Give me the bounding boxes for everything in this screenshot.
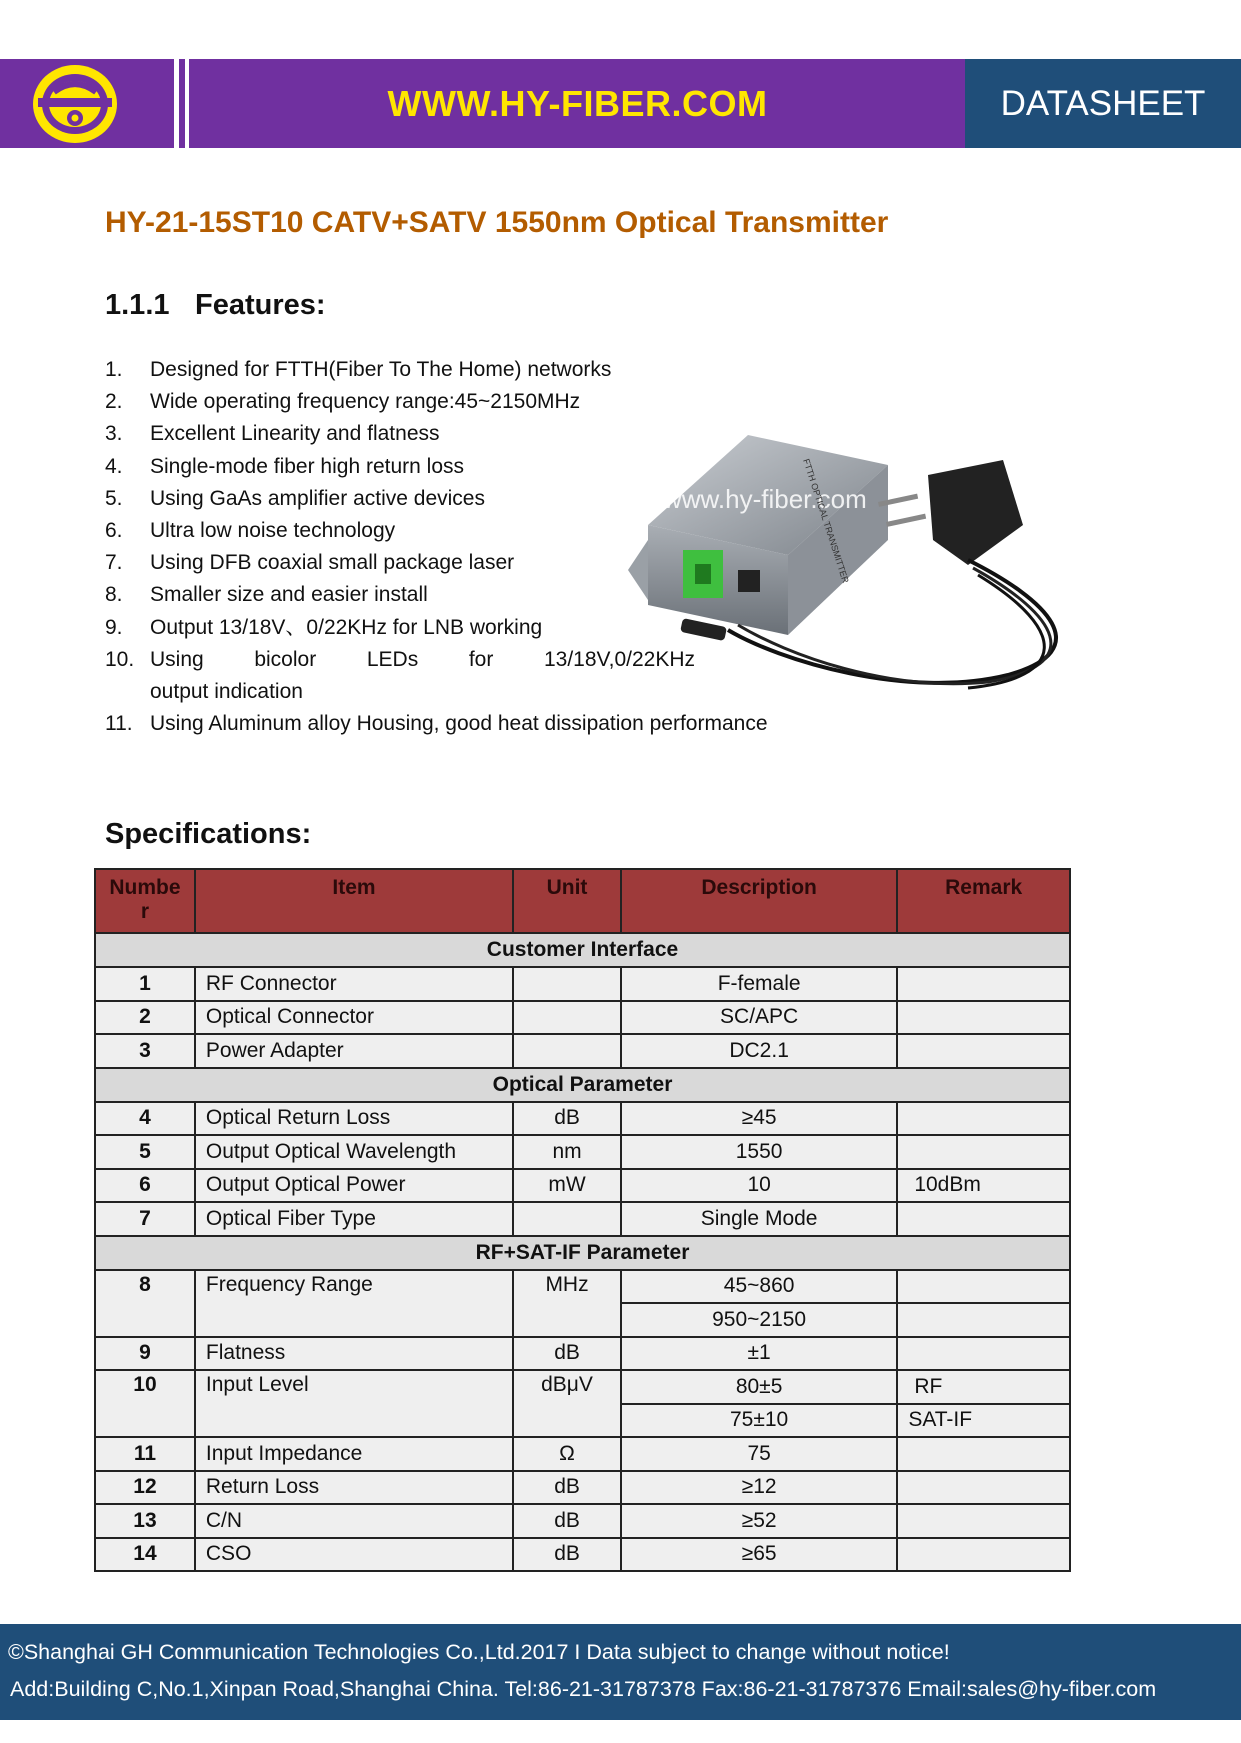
section-row xyxy=(95,1068,1070,1102)
cell-remark xyxy=(897,1538,1070,1572)
cell-item: Power Adapter xyxy=(195,1034,513,1068)
cell-description: DC2.1 xyxy=(621,1034,897,1068)
cell-description: 80±5 xyxy=(621,1370,897,1404)
doc-type-label: DATASHEET xyxy=(1000,84,1206,123)
cell-item: Optical Return Loss xyxy=(195,1102,513,1136)
power-cable xyxy=(968,575,1044,688)
cell-unit: dB xyxy=(513,1337,621,1371)
cell-description: ≥65 xyxy=(621,1538,897,1572)
cell-description: 950~2150 xyxy=(621,1303,897,1337)
cell-number: 5 xyxy=(95,1135,195,1169)
list-item xyxy=(105,386,805,418)
table-row xyxy=(95,1471,1070,1505)
cell-number: 6 xyxy=(95,1169,195,1203)
cell-remark xyxy=(897,1270,1070,1304)
cell-unit: mW xyxy=(513,1169,621,1203)
cell-unit: nm xyxy=(513,1135,621,1169)
connector-port xyxy=(695,564,711,584)
power-adapter xyxy=(928,460,1023,565)
table-row xyxy=(95,1034,1070,1068)
plug-pin xyxy=(886,514,926,527)
specifications-heading: Specifications: xyxy=(105,818,312,850)
section-row xyxy=(95,1236,1070,1270)
table-row xyxy=(95,1202,1070,1236)
cell-item: Optical Connector xyxy=(195,1001,513,1035)
table-row xyxy=(95,1370,1070,1404)
cell-number: 10 xyxy=(95,1370,195,1437)
cell-number: 9 xyxy=(95,1337,195,1371)
cell-remark xyxy=(897,1337,1070,1371)
item-text: Excellent Linearity and flatness xyxy=(150,422,440,446)
column-header-description: Description xyxy=(621,869,897,933)
column-header-item: Item xyxy=(195,869,513,933)
item-number: 1. xyxy=(105,358,123,381)
page-title: HY-21-15ST10 CATV+SATV 1550nm Optical Transmitter xyxy=(105,206,889,239)
item-number: 8. xyxy=(105,583,123,607)
page-header xyxy=(0,59,1241,148)
cell-remark xyxy=(897,1504,1070,1538)
table-row xyxy=(95,1169,1070,1203)
item-text: Smaller size and easier install xyxy=(150,583,428,607)
cell-item: Flatness xyxy=(195,1337,513,1371)
list-item xyxy=(105,708,805,740)
header-divider xyxy=(185,59,189,148)
cell-remark xyxy=(897,1102,1070,1136)
list-item xyxy=(105,644,695,676)
item-text: Using Aluminum alloy Housing, good heat dissipation performance xyxy=(150,712,768,736)
cell-number: 8 xyxy=(95,1270,195,1337)
cell-description: SC/APC xyxy=(621,1001,897,1035)
cell-remark xyxy=(897,1437,1070,1471)
cell-number: 1 xyxy=(95,967,195,1001)
hy-fiber-logo-icon xyxy=(30,62,120,146)
cell-description: ≥45 xyxy=(621,1102,897,1136)
cell-number: 11 xyxy=(95,1437,195,1471)
device-label: FTTH OPTICAL TRANSMITTER xyxy=(801,457,851,585)
cell-description: 45~860 xyxy=(621,1270,897,1304)
item-text: Output 13/18V、0/22KHz for LNB working xyxy=(150,615,543,639)
cell-number: 13 xyxy=(95,1504,195,1538)
cell-number: 14 xyxy=(95,1538,195,1572)
section-title: Customer Interface xyxy=(95,933,1070,967)
cell-number: 2 xyxy=(95,1001,195,1035)
cell-remark: RF xyxy=(897,1370,1070,1404)
item-text: Ultra low noise technology xyxy=(150,519,396,543)
dc-jack xyxy=(738,570,760,592)
features-heading xyxy=(105,289,326,322)
item-text: Using GaAs amplifier active devices xyxy=(150,486,485,510)
column-header-remark: Remark xyxy=(897,869,1070,933)
specifications-table xyxy=(94,868,1071,1572)
table-row xyxy=(95,1001,1070,1035)
cell-description: 1550 xyxy=(621,1135,897,1169)
section-row xyxy=(95,933,1070,967)
table-row xyxy=(95,1102,1070,1136)
cell-remark xyxy=(897,1135,1070,1169)
item-text: Using bicolor LEDs for 13/18V,0/22KHz xyxy=(150,647,695,671)
cell-item: Return Loss xyxy=(195,1471,513,1505)
product-photo xyxy=(628,430,1118,705)
cell-unit xyxy=(513,1034,621,1068)
item-number: 7. xyxy=(105,551,123,575)
footer-contact[interactable]: Add:Building C,No.1,Xinpan Road,Shanghai China. Tel:86-21-31787378 Fax:86-21-31787376 Email:sales@hy-fiber.com xyxy=(10,1677,1157,1701)
cell-item: Input Impedance xyxy=(195,1437,513,1471)
cell-remark: SAT-IF xyxy=(897,1404,1070,1438)
cell-remark: 10dBm xyxy=(897,1169,1070,1203)
item-text: Single-mode fiber high return loss xyxy=(150,454,464,478)
cell-unit: Ω xyxy=(513,1437,621,1471)
cell-remark xyxy=(897,1303,1070,1337)
cell-item: Input Level xyxy=(195,1370,513,1437)
item-number: 10. xyxy=(105,647,135,671)
column-header-number: Numbe r xyxy=(95,869,195,933)
list-item xyxy=(105,354,805,386)
item-number: 3. xyxy=(105,422,123,446)
watermark: www.hy-fiber.com xyxy=(663,484,867,514)
table-row xyxy=(95,1504,1070,1538)
cell-unit xyxy=(513,1202,621,1236)
item-text: output indication xyxy=(150,680,303,704)
item-number: 6. xyxy=(105,519,123,543)
cell-number: 3 xyxy=(95,1034,195,1068)
cell-remark xyxy=(897,1471,1070,1505)
section-number: 1.1.1 xyxy=(105,289,170,321)
cell-unit: dB xyxy=(513,1471,621,1505)
cell-description: F-female xyxy=(621,967,897,1001)
cell-unit: dB xyxy=(513,1102,621,1136)
cell-unit: MHz xyxy=(513,1270,621,1337)
cell-description: 10 xyxy=(621,1169,897,1203)
cell-description: ≥12 xyxy=(621,1471,897,1505)
section-title: Optical Parameter xyxy=(95,1068,1070,1102)
column-header-unit: Unit xyxy=(513,869,621,933)
cell-remark xyxy=(897,1001,1070,1035)
cell-unit xyxy=(513,967,621,1001)
cell-remark xyxy=(897,1202,1070,1236)
cell-description: ≥52 xyxy=(621,1504,897,1538)
footer-copyright: ©Shanghai GH Communication Technologies Co.,Ltd.2017 I Data subject to change without notice! xyxy=(8,1640,950,1664)
item-number: 2. xyxy=(105,390,123,414)
item-number: 11. xyxy=(105,712,133,736)
item-text: Wide operating frequency range:45~2150MHz xyxy=(150,390,581,414)
cell-item: CSO xyxy=(195,1538,513,1572)
table-row xyxy=(95,1337,1070,1371)
table-row xyxy=(95,967,1070,1001)
cell-unit: dB xyxy=(513,1538,621,1572)
cell-item: Output Optical Wavelength xyxy=(195,1135,513,1169)
cell-item: Optical Fiber Type xyxy=(195,1202,513,1236)
cell-number: 12 xyxy=(95,1471,195,1505)
cell-item: Output Optical Power xyxy=(195,1169,513,1203)
cell-item: C/N xyxy=(195,1504,513,1538)
table-row xyxy=(95,1538,1070,1572)
cell-description: Single Mode xyxy=(621,1202,897,1236)
table-row xyxy=(95,1437,1070,1471)
section-title: Features: xyxy=(195,289,326,321)
header-divider xyxy=(174,59,179,148)
cell-unit: dB xyxy=(513,1504,621,1538)
item-number: 4. xyxy=(105,454,123,478)
section-title: RF+SAT-IF Parameter xyxy=(95,1236,1070,1270)
item-number: 9. xyxy=(105,615,123,639)
website-url[interactable]: WWW.HY-FIBER.COM xyxy=(387,83,768,124)
item-text: Using DFB coaxial small package laser xyxy=(150,551,515,575)
table-row xyxy=(95,1270,1070,1304)
cell-item: Frequency Range xyxy=(195,1270,513,1337)
cell-number: 4 xyxy=(95,1102,195,1136)
cell-remark xyxy=(897,967,1070,1001)
cell-description: ±1 xyxy=(621,1337,897,1371)
cell-item: RF Connector xyxy=(195,967,513,1001)
item-number: 5. xyxy=(105,486,123,510)
cell-description: 75±10 xyxy=(621,1404,897,1438)
page-footer xyxy=(0,1624,1241,1720)
table-row xyxy=(95,1135,1070,1169)
cell-unit: dBμV xyxy=(513,1370,621,1437)
cell-remark xyxy=(897,1034,1070,1068)
dc-plug xyxy=(680,618,727,641)
cell-description: 75 xyxy=(621,1437,897,1471)
cell-unit xyxy=(513,1001,621,1035)
item-text: Designed for FTTH(Fiber To The Home) networks xyxy=(150,358,612,381)
cell-number: 7 xyxy=(95,1202,195,1236)
